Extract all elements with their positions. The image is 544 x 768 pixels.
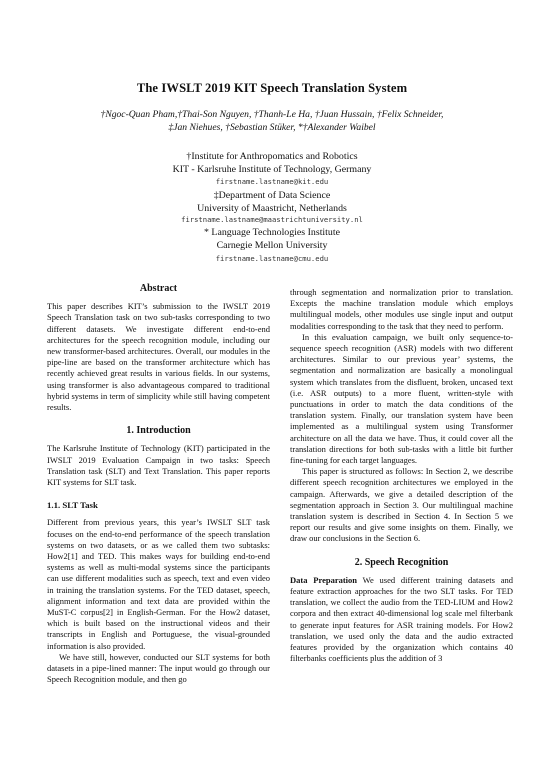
slt-task-heading: 1.1. SLT Task <box>47 500 98 511</box>
affiliation-3-line-1: * Language Technologies Institute <box>204 227 340 238</box>
data-preparation-paragraph <box>290 575 513 665</box>
affiliation-2-email: firstname.lastname@maastrichtuniversity.nl <box>181 215 363 224</box>
affiliation-1-line-1: †Institute for Anthropomatics and Robotics <box>186 151 358 162</box>
slt-paragraph-2: We have still, however, conducted our SLT systems for both datasets in a pipe-lined manner: The input would go through our Speech Recognition module, and then go <box>47 651 270 685</box>
data-preparation-label: Data Preparation <box>290 574 358 585</box>
left-column <box>47 283 270 686</box>
right-paragraph-2: In this evaluation campaign, we built only sequence-to-sequence speech recognition (ASR) models with two different architectures. Similar to our previous year’ systems, the segmentation and normalization are basically a monolingual system which translates from the disfluent, broken, uncased text (i.e. ASR outputs) to a more fluent, written-style with punctuations in order to match the data conditions of the translation system. Finally, our translation system have been implemented as a multilingual system using Transformer architecture on all the data we have. Thus, it could cover all the translation directions for both sub-tasks with a little bit further fine-tuning for each target languages. <box>290 331 513 466</box>
speech-recognition-heading: 2. Speech Recognition <box>354 556 449 568</box>
affiliation-3-email: firstname.lastname@cmu.edu <box>215 254 329 263</box>
affiliation-1-line-2: KIT - Karlsruhe Institute of Technology, Germany <box>172 164 372 175</box>
right-paragraph-3: This paper is structured as follows: In Section 2, we describe different speech recognition architectures we employed in the campaign. Afterwards, we give a detailed description of the segmentation approach in Section 3. Our multilingual machine translation system is described in Section 4. In Section 5 we report our results and give some insights on them. Finally, we draw our conclusions in the Section 6. <box>290 466 513 544</box>
right-paragraph-1: through segmentation and normalization prior to translation. Excepts the machine translation module which employs multilingual models, other modules use single input and output modalities corresponding to the task that they need to perform. <box>290 287 513 331</box>
abstract-heading: Abstract <box>139 283 178 294</box>
affiliation-2-line-2: University of Maastricht, Netherlands <box>197 203 347 214</box>
affiliation-1-email: firstname.lastname@kit.edu <box>215 177 329 186</box>
intro-text: The Karlsruhe Institute of Technology (KIT) participated in the IWSLT 2019 Evaluation Campaign in two tasks: Speech Translation task (SLT) and Text Translation. This paper reports KIT systems for SLT task. <box>47 443 270 488</box>
author-line-2: ‡Jan Niehues, †Sebastian Stüker, *†Alexander Waibel <box>168 122 376 133</box>
author-line-1: †Ngoc-Quan Pham,†Thai-Son Nguyen, †Thanh-Le Ha, †Juan Hussain, †Felix Schneider, <box>100 109 444 120</box>
abstract-text: This paper describes KIT’s submission to the IWSLT 2019 Speech Translation task on two sub-tasks corresponding to two different datasets. We investigate different end-to-end architectures for the speech recognition module, including our new transformer-based architectures. Overall, our modules in the pipe-line are based on the transformer architecture which has recently achieved great results in various fields. In our systems, using transformer is also advantageous compared to traditional hybrid systems in term of simplicity while still having competent results. <box>47 301 270 413</box>
author-list <box>70 108 474 134</box>
right-column <box>290 287 513 665</box>
paper-title: The IWSLT 2019 KIT Speech Translation System <box>136 81 408 95</box>
intro-heading: 1. Introduction <box>126 425 191 437</box>
affiliation-2-line-1: ‡Department of Data Science <box>213 190 331 201</box>
slt-paragraph-1: Different from previous years, this year’s IWSLT SLT task focuses on the end-to-end performance of the speech translation systems on two datasets, or as we called them two subtasks: How2[1] and TED. This makes ways for building end-to-end systems as well as multi-modal systems since the participants can use different modalities such as speech, text and even video in training the translation systems. For the TED dataset, speech, alignment information and text data are provided within the MuST-C corpus[2] in English-German. For the How2 dataset, which is built based on the instructional videos and their transcripts in English and Portuguese, the visual-grounded information is also provided. <box>47 517 270 651</box>
data-preparation-text: We used different training datasets and feature extraction approaches for the two SLT tasks. For TED translation, we collect the audio from the TED-LIUM and How2 corpora and then extract 40-dimensional log scale mel filterbank to generate input features for ASR training models. For How2 translation, we used only the data and the audio extracted features provided by the organization which contains 40 filterbanks coefficients plus the addition of 3 <box>290 574 513 664</box>
affiliation-3-line-2: Carnegie Mellon University <box>216 240 328 251</box>
